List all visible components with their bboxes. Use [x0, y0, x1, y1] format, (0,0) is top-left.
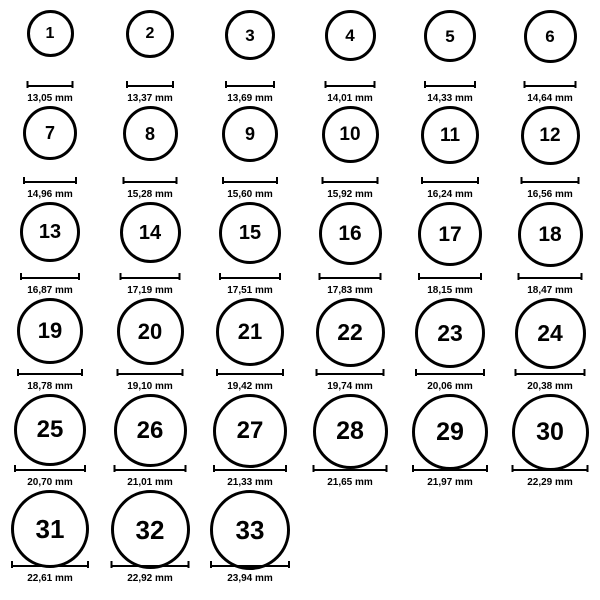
- ring-circle: [123, 106, 178, 161]
- diameter-measure-bar: [111, 561, 190, 568]
- ring-circle: [325, 10, 376, 61]
- diameter-measure-bar: [316, 369, 385, 376]
- ring-size-cell[interactable]: [500, 104, 600, 200]
- diameter-label: 16,87 mm: [27, 285, 73, 296]
- ring-circle: [515, 298, 586, 369]
- ring-circle: [210, 490, 290, 570]
- diameter-label: 14,33 mm: [427, 93, 473, 104]
- diameter-measure-bar: [222, 177, 278, 184]
- ring-size-number: 4: [345, 26, 355, 45]
- ring-size-number: 9: [244, 124, 255, 144]
- ring-circle: [319, 202, 382, 265]
- diameter-label: 22,29 mm: [527, 477, 573, 488]
- diameter-measure-bar: [524, 81, 577, 88]
- diameter-label: 21,65 mm: [327, 477, 373, 488]
- ring-size-number: 5: [445, 26, 455, 46]
- ring-size-number: 10: [339, 124, 361, 145]
- ring-size-number: 23: [437, 319, 463, 346]
- diameter-measure-bar: [27, 81, 74, 88]
- ring-size-cell[interactable]: [300, 200, 400, 296]
- ring-size-cell[interactable]: [200, 488, 300, 584]
- ring-size-number: 11: [439, 124, 461, 146]
- ring-size-number: 25: [36, 416, 64, 443]
- ring-size-cell[interactable]: [400, 392, 500, 488]
- ring-size-number: 17: [438, 222, 462, 246]
- ring-size-number: 2: [145, 25, 155, 42]
- ring-size-cell[interactable]: [100, 488, 200, 584]
- ring-circle: [11, 490, 89, 568]
- ring-circle: [111, 490, 190, 569]
- ring-size-cell[interactable]: [100, 200, 200, 296]
- diameter-measure-bar: [20, 273, 80, 280]
- ring-size-number: 13: [38, 221, 62, 243]
- ring-size-cell[interactable]: [400, 200, 500, 296]
- diameter-measure-bar: [117, 369, 184, 376]
- diameter-measure-bar: [515, 369, 586, 376]
- ring-size-cell[interactable]: [100, 392, 200, 488]
- ring-size-number: 29: [436, 417, 464, 446]
- ring-circle: [412, 394, 488, 470]
- ring-size-number: 28: [336, 417, 364, 445]
- diameter-label: 15,28 mm: [127, 189, 173, 200]
- ring-size-cell[interactable]: [0, 392, 100, 488]
- ring-circle: [316, 298, 385, 367]
- ring-size-number: 30: [536, 418, 564, 446]
- ring-circle: [521, 106, 580, 165]
- diameter-measure-bar: [319, 273, 382, 280]
- ring-circle: [120, 202, 181, 263]
- diameter-label: 15,60 mm: [227, 189, 273, 200]
- ring-size-cell[interactable]: [200, 296, 300, 392]
- ring-circle: [27, 10, 74, 57]
- diameter-measure-bar: [424, 81, 476, 88]
- ring-size-number: 15: [238, 222, 262, 244]
- diameter-measure-bar: [23, 177, 77, 184]
- diameter-label: 17,51 mm: [227, 285, 273, 296]
- diameter-measure-bar: [415, 369, 485, 376]
- ring-size-number: 16: [338, 222, 362, 245]
- ring-circle: [14, 394, 86, 466]
- diameter-label: 17,83 mm: [327, 285, 373, 296]
- ring-circle: [512, 394, 589, 471]
- ring-size-cell[interactable]: [200, 8, 300, 104]
- ring-size-cell[interactable]: [0, 488, 100, 584]
- ring-size-number: 33: [235, 515, 265, 545]
- diameter-label: 14,64 mm: [527, 93, 573, 104]
- ring-size-cell[interactable]: [0, 8, 100, 104]
- ring-circle: [518, 202, 583, 267]
- ring-size-number: 21: [237, 319, 263, 344]
- ring-size-number: 20: [137, 318, 163, 344]
- diameter-measure-bar: [120, 273, 181, 280]
- ring-size-number: 3: [245, 25, 255, 45]
- ring-circle: [213, 394, 287, 468]
- diameter-label: 19,42 mm: [227, 381, 273, 392]
- ring-size-cell[interactable]: [300, 104, 400, 200]
- diameter-measure-bar: [521, 177, 580, 184]
- diameter-measure-bar: [123, 177, 178, 184]
- diameter-label: 13,37 mm: [127, 93, 173, 104]
- ring-size-number: 24: [537, 320, 563, 346]
- ring-size-cell[interactable]: [200, 392, 300, 488]
- ring-circle: [216, 298, 284, 366]
- ring-size-cell[interactable]: [500, 296, 600, 392]
- ring-size-cell[interactable]: [300, 8, 400, 104]
- ring-circle: [421, 106, 479, 164]
- diameter-label: 21,97 mm: [427, 477, 473, 488]
- diameter-measure-bar: [210, 561, 290, 568]
- diameter-measure-bar: [322, 177, 379, 184]
- diameter-label: 21,33 mm: [227, 477, 273, 488]
- ring-size-number: 31: [35, 514, 65, 544]
- diameter-label: 17,19 mm: [127, 285, 173, 296]
- diameter-measure-bar: [213, 465, 287, 472]
- diameter-label: 18,47 mm: [527, 285, 573, 296]
- ring-circle: [126, 10, 174, 58]
- diameter-measure-bar: [219, 273, 281, 280]
- diameter-label: 23,94 mm: [227, 573, 273, 584]
- diameter-measure-bar: [126, 81, 174, 88]
- ring-size-number: 14: [138, 221, 162, 244]
- ring-circle: [20, 202, 80, 262]
- ring-circle: [524, 10, 577, 63]
- diameter-measure-bar: [225, 81, 275, 88]
- ring-size-cell[interactable]: [0, 296, 100, 392]
- diameter-measure-bar: [11, 561, 89, 568]
- diameter-label: 21,01 mm: [127, 477, 173, 488]
- diameter-label: 22,92 mm: [127, 573, 173, 584]
- ring-circle: [222, 106, 278, 162]
- diameter-measure-bar: [114, 465, 187, 472]
- diameter-measure-bar: [14, 465, 86, 472]
- diameter-measure-bar: [17, 369, 83, 376]
- ring-size-cell[interactable]: [0, 104, 100, 200]
- ring-circle: [117, 298, 184, 365]
- ring-size-number: 7: [44, 123, 55, 143]
- ring-size-cell[interactable]: [500, 200, 600, 296]
- ring-size-number: 19: [37, 318, 63, 343]
- diameter-measure-bar: [313, 465, 388, 472]
- ring-circle: [424, 10, 476, 62]
- ring-circle: [415, 298, 485, 368]
- ring-size-cell[interactable]: [400, 8, 500, 104]
- ring-size-number: 8: [144, 123, 155, 144]
- diameter-label: 19,10 mm: [127, 381, 173, 392]
- diameter-measure-bar: [418, 273, 482, 280]
- diameter-label: 14,01 mm: [327, 93, 373, 104]
- diameter-measure-bar: [421, 177, 479, 184]
- ring-size-cell[interactable]: [300, 392, 400, 488]
- diameter-measure-bar: [518, 273, 583, 280]
- diameter-measure-bar: [412, 465, 488, 472]
- ring-size-cell[interactable]: [200, 104, 300, 200]
- ring-circle: [219, 202, 281, 264]
- ring-circle: [23, 106, 77, 160]
- diameter-label: 20,06 mm: [427, 381, 473, 392]
- ring-circle: [225, 10, 275, 60]
- ring-size-number: 18: [538, 223, 562, 246]
- ring-size-cell[interactable]: [400, 296, 500, 392]
- ring-size-number: 27: [236, 417, 264, 444]
- ring-size-number: 26: [136, 416, 164, 444]
- ring-size-cell[interactable]: [500, 8, 600, 104]
- ring-size-number: 12: [539, 125, 561, 146]
- diameter-label: 19,74 mm: [327, 381, 373, 392]
- ring-circle: [418, 202, 482, 266]
- ring-size-number: 6: [545, 27, 555, 46]
- diameter-label: 14,96 mm: [27, 189, 73, 200]
- diameter-label: 13,69 mm: [227, 93, 273, 104]
- ring-circle: [17, 298, 83, 364]
- ring-size-cell[interactable]: [100, 104, 200, 200]
- ring-size-cell[interactable]: [500, 392, 600, 488]
- ring-circle: [114, 394, 187, 467]
- diameter-label: 22,61 mm: [27, 573, 73, 584]
- diameter-label: 18,15 mm: [427, 285, 473, 296]
- ring-size-cell[interactable]: [0, 200, 100, 296]
- ring-size-cell[interactable]: [100, 8, 200, 104]
- diameter-label: 16,56 mm: [527, 189, 573, 200]
- diameter-label: 13,05 mm: [27, 93, 73, 104]
- diameter-label: 18,78 mm: [27, 381, 73, 392]
- diameter-measure-bar: [216, 369, 284, 376]
- diameter-label: 20,70 mm: [27, 477, 73, 488]
- diameter-measure-bar: [512, 465, 589, 472]
- ring-size-cell[interactable]: [200, 200, 300, 296]
- ring-size-number: 1: [45, 24, 55, 42]
- ring-circle: [322, 106, 379, 163]
- ring-size-cell[interactable]: [300, 296, 400, 392]
- ring-size-cell[interactable]: [100, 296, 200, 392]
- ring-size-number: 32: [135, 514, 165, 545]
- ring-size-number: 22: [337, 319, 363, 345]
- diameter-measure-bar: [325, 81, 376, 88]
- diameter-label: 15,92 mm: [327, 189, 373, 200]
- ring-size-cell[interactable]: [400, 104, 500, 200]
- diameter-label: 20,38 mm: [527, 381, 573, 392]
- diameter-label: 16,24 mm: [427, 189, 473, 200]
- ring-circle: [313, 394, 388, 469]
